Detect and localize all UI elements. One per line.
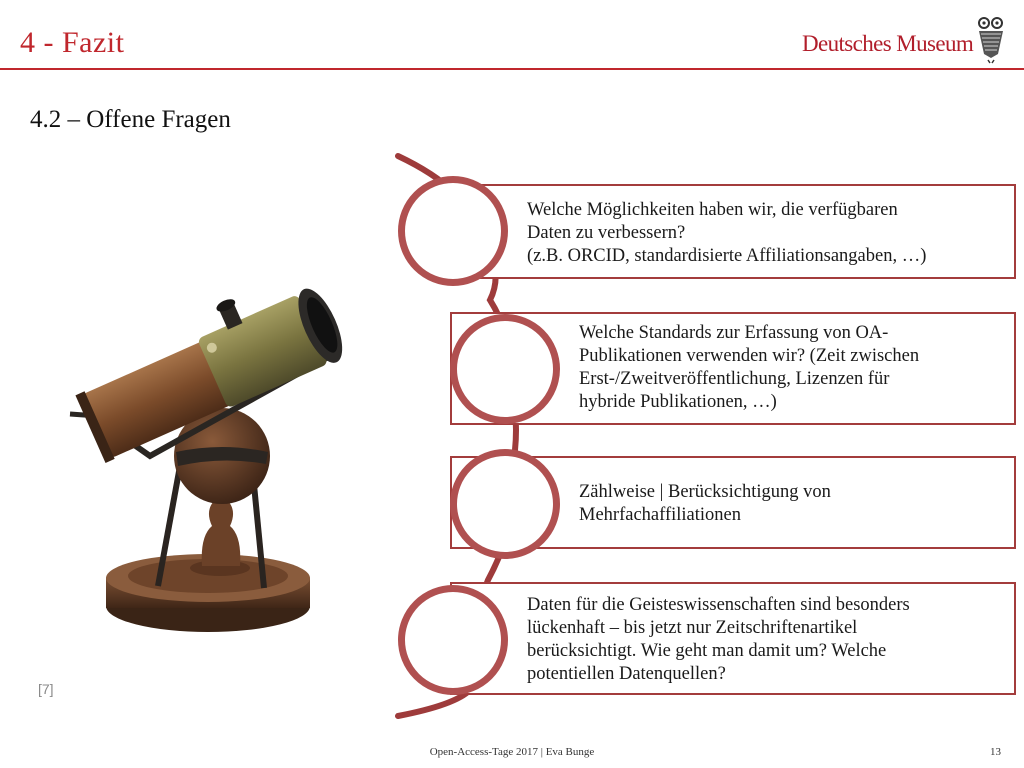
question-text-2: Welche Standards zur Erfassung von OA- Publikationen verwenden wir? (Zeit zwischen Erst-/Zweitveröffentlichung, Lizenzen für hybride Publikationen, …) xyxy=(579,323,920,412)
slide-title: 4 - Fazit xyxy=(20,26,125,59)
footer-text: Open-Access-Tage 2017 | Eva Bunge xyxy=(429,746,595,758)
image-reference: [7] xyxy=(38,681,54,697)
question-text-1: Welche Möglichkeiten haben wir, die verfügbaren Daten zu verbessern? (z.B. ORCID, standardisierte Affiliationsangaben, …) xyxy=(527,200,927,266)
bullet-circle-4 xyxy=(398,585,508,695)
bullet-circle-1 xyxy=(398,176,508,286)
museum-logo-text: Deutsches Museum xyxy=(802,31,974,56)
section-subtitle: 4.2 – Offene Fragen xyxy=(30,106,231,133)
question-text-3: Zählweise | Berücksichtigung von Mehrfachaffiliationen xyxy=(579,482,831,525)
bullet-circle-2 xyxy=(450,314,560,424)
page-number: 13 xyxy=(990,746,1001,758)
question-text-4: Daten für die Geisteswissenschaften sind besonders lückenhaft – bis jetzt nur Zeitschriftenartikel berücksichtigt. Wie geht man damit um? Welche potentiellen Datenquellen? xyxy=(527,595,910,684)
bullet-circle-3 xyxy=(450,449,560,559)
